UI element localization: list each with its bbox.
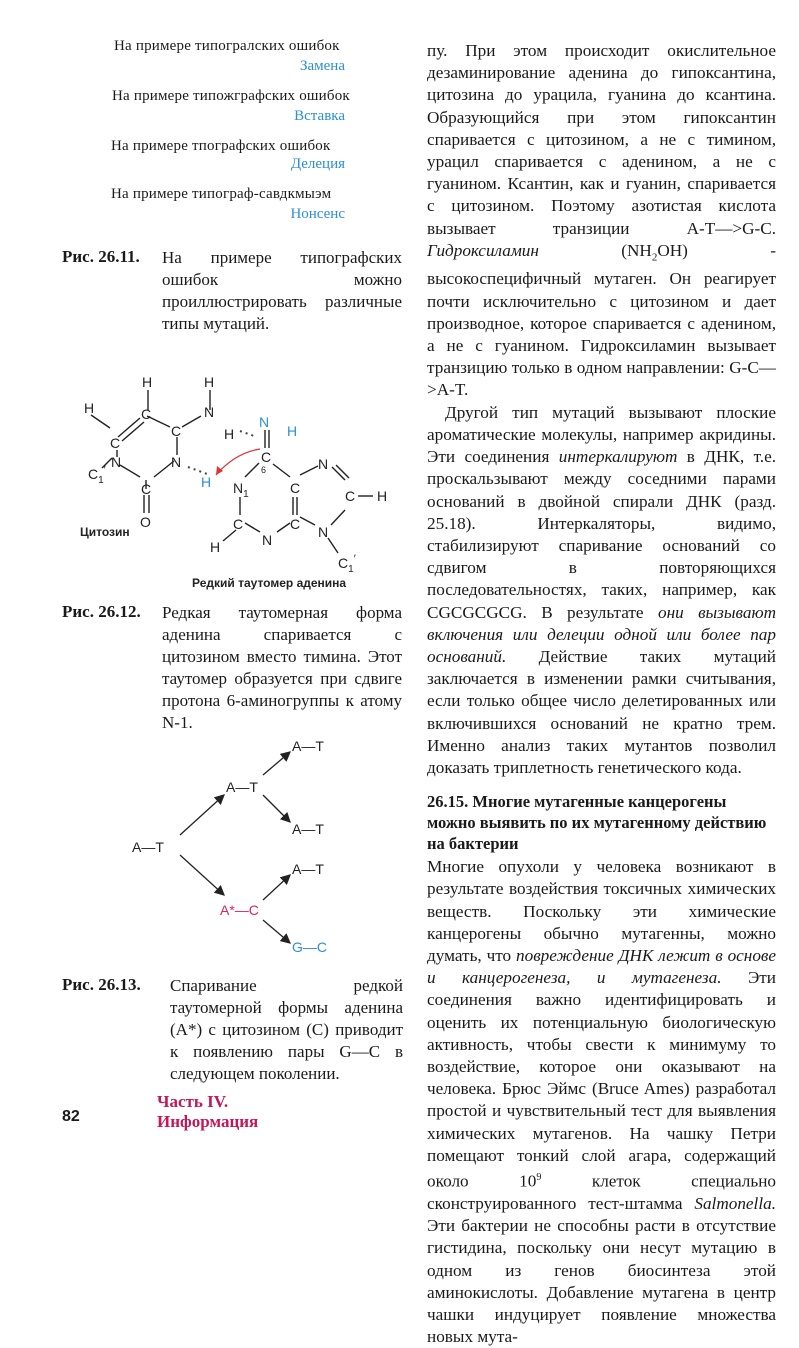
typo-label-deletion: Делеция	[290, 156, 345, 172]
pair-mid-top: A—T	[226, 779, 258, 795]
atom-c1-prime: $C_1'$	[88, 464, 106, 486]
atom-n: N	[318, 524, 329, 540]
typo-example-4: На примере типограф-савдкмыэм	[111, 186, 332, 202]
atom-h: H	[224, 426, 235, 442]
part-label: Часть IV.	[157, 1092, 229, 1111]
atom-h: H	[204, 374, 215, 390]
typo-label-nonsense: Нонсенс	[290, 206, 345, 222]
paragraph-2: Другой тип мутаций вызывают плоские ароматические молекулы, например акридины. Эти соединения интеркалируют в ДНК, т.е. проскальзывают между соседними парами оснований в двойной спирали ДНК (разд. 25.18). Интеркаляторы, видимо, стабилизируют спаривание оснований со сдвигом в повторяющихся последовательностях, таких, например, как CGCGCGCG. В результате они вызывают включения или делеции одной или более пар оснований. Действие таких мутаций заключается в изменении рамки считывания, если только общее число делетированных или включившихся оснований не кратно трем. Именно анализ таких мутантов позволил доказать триплетность генетического кода.	[427, 402, 777, 777]
fig13-caption-number: Рис. 26.13.	[62, 975, 141, 994]
fig12-structure	[60, 365, 400, 595]
atom-c: C	[110, 435, 121, 451]
atom-h: H	[377, 488, 388, 504]
atom-h: H	[84, 400, 95, 416]
pair-top-bottom: A—T	[292, 821, 324, 837]
atom-c: C	[141, 406, 152, 422]
paragraph-3: Многие опухоли у человека возникают в результате воздействия токсичных химических веществ. Поскольку эти химические канцерогены обычно мутагенны, можно думать, что повреждение ДНК лежит в основе и канцерогенеза, и мутагенеза. Эти соединения важно идентифицировать и оценить их потенциальную биологическую активность, чтобы свести к минимуму то воздействие, которое они оказывают на человека. Брюс Эймс (Bruce Ames) разработал простой и чувствительный тест для выявления химических мутагенов. На чашку Петри помещают тонкий слой агара, содержащий около $10^9$ клеток специально сконструированного тест-штамма Salmonella. Эти бактерии не способны расти в отсутствие гистидина, поскольку они несут мутацию в одном из генов биосинтеза этой аминокислоты. Добавление мутагена в центр чашки индуцирует появление множества новых мута-	[427, 857, 777, 1347]
pair-bottom-bottom: G—C	[292, 939, 327, 955]
pair-mid-bottom: A*—C	[220, 902, 259, 918]
label-cytosine: Цитозин	[80, 525, 130, 539]
atom-n: N	[262, 532, 273, 548]
pair-bottom-top: A—T	[292, 861, 324, 877]
typo-label-insertion: Вставка	[294, 108, 345, 124]
right-column	[427, 40, 776, 1348]
page-number: 82	[62, 1108, 80, 1125]
atom-c: C	[290, 516, 301, 532]
typo-example-3: На примере тпографских ошибок	[111, 138, 331, 154]
fig11-caption-number: Рис. 26.11.	[62, 247, 140, 266]
atom-h: H	[142, 374, 153, 390]
atom-n: N	[111, 454, 122, 470]
atom-c1-prime: $C_1'$	[338, 553, 356, 575]
paragraph-1: пу. При этом происходит окислительное дезаминирование аденина до гипоксантина, цитозина до урацила, гуанина до ксантина. Образующийся при этом гипоксантин спаривается с цитозином, а не с тимином, урацил спаривается с аденином, а не с гуанином. Ксантин, как и гуанин, спаривается с цитозином. Поэтому азотистая кислота вызывает транзиции A-T—>G-C. Гидроксиламин $(NH_2OH)$ - высокоспецифичный мутаген. Он реагирует почти исключительно с цитозином и дает производное, которое спаривается с аденином, а не с гуанином. Гидроксиламин вызывает транзицию только в одном направлении: G-C—>A-T.	[427, 41, 776, 400]
atom-h-blue: H	[287, 423, 298, 439]
atom-c: C	[261, 449, 272, 465]
atom-h: H	[210, 539, 221, 555]
atom-c: C	[233, 516, 244, 532]
atom-h-blue: H	[201, 474, 212, 490]
part-title: Информация	[157, 1112, 259, 1131]
fig13-tree	[120, 730, 360, 970]
fig11-caption-text: На примере типографских ошибок можно проиллюстрировать различные типы мутаций.	[162, 248, 402, 333]
typo-example-1: На примере типогралских ошибок	[114, 38, 340, 54]
fig12-caption-number: Рис. 26.12.	[62, 602, 141, 621]
section-title: 26.15. Многие мутагенные канцерогены можно выявить по их мутагенному действию на бактерии	[427, 792, 767, 854]
pair-top-top: A—T	[292, 738, 324, 754]
typo-example-2: На примере типожграфских ошибок	[112, 88, 350, 104]
atom-c: C	[171, 423, 182, 439]
pair-root: A—T	[132, 839, 164, 855]
atom-n: N	[204, 404, 215, 420]
typo-label-substitution: Замена	[299, 58, 345, 74]
atom-o: O	[140, 514, 151, 530]
label-rare-tautomer: Редкий таутомер аденина	[192, 576, 347, 590]
fig13-caption-text: Спаривание редкой таутомерной формы аденина (A*) с цитозином (C) приводит к появлению пары G—C в следующем поколении.	[170, 976, 403, 1083]
atom-n1: $N_1$	[233, 480, 249, 500]
fig12-caption-text: Редкая таутомерная форма аденина спаривается с цитозином вместо тимина. Этот таутомер образуется при сдвиге протона 6-аминогруппы к атому N-1.	[162, 603, 402, 732]
atom-n: N	[318, 456, 329, 472]
atom-n-blue: N	[259, 414, 270, 430]
atom-c: C	[290, 480, 301, 496]
atom-c: C	[345, 488, 356, 504]
atom-position-6: 6	[261, 465, 267, 475]
atom-n: N	[171, 454, 182, 470]
atom-c: C	[141, 481, 152, 497]
